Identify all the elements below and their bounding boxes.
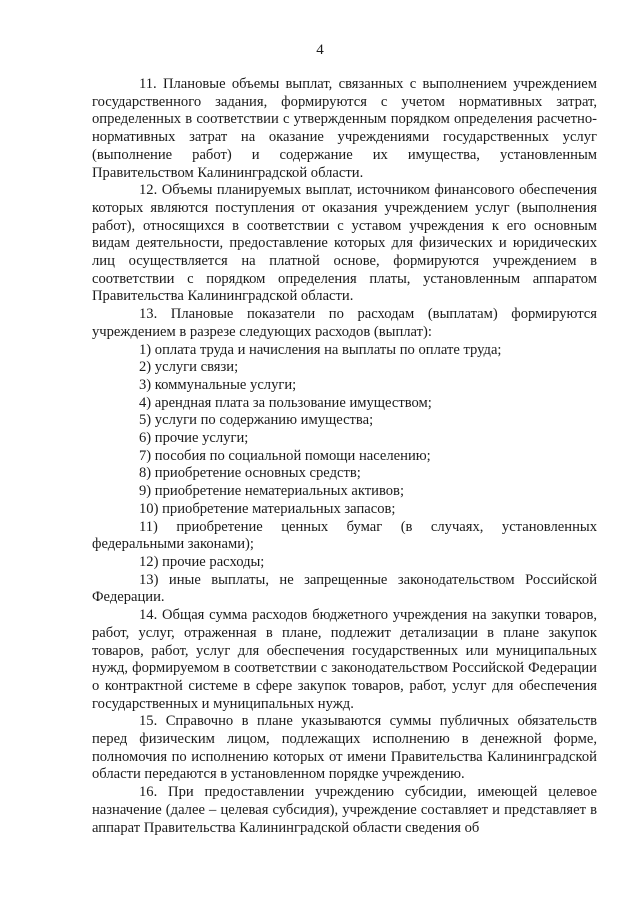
- list-item: 6) прочие услуги;: [139, 430, 249, 447]
- list-item: 9) приобретение нематериальных активов;: [139, 483, 405, 500]
- paragraph-14: 14. Общая сумма расходов бюджетного учреждения на закупки товаров, работ, услуг, отраженная в плане, подлежит детализации в плане закупок товаров, работ, услуг для обеспечения государственных или муниципальных нужд, формируемом в соответствии с законодательством Российской Федерации о контрактной системе в сфере закупок товаров, работ, услуг для обеспечения государственных и муниципальных нужд.: [92, 607, 597, 712]
- paragraph-13: 13. Плановые показатели по расходам (выплатам) формируются учреждением в разрезе следующих расходов (выплат):: [92, 306, 597, 340]
- list-item: 8) приобретение основных средств;: [139, 465, 361, 482]
- paragraph-16: 16. При предоставлении учреждению субсидии, имеющей целевое назначение (далее – целевая субсидия), учреждение составляет и представляет в аппарат Правительства Калининградской области сведения об: [92, 784, 597, 836]
- list-item: 4) арендная плата за пользование имуществом;: [139, 394, 432, 411]
- list-item: 12) прочие расходы;: [139, 553, 265, 570]
- list-item: 13) иные выплаты, не запрещенные законодательством Российской Федерации.: [92, 571, 597, 606]
- list-item: 7) пособия по социальной помощи населению;: [139, 447, 431, 464]
- paragraph-15: 15. Справочно в плане указываются суммы публичных обязательств перед физическим лицом, подлежащих исполнению в денежной форме, полномочия по исполнению которых от имени Правительства Калининградской области передаются в установленном порядке учреждению.: [92, 713, 597, 783]
- list-item: 5) услуги по содержанию имущества;: [139, 412, 374, 429]
- list-item: 2) услуги связи;: [139, 359, 239, 376]
- page-number: 4: [316, 42, 324, 58]
- list-item: 11) приобретение ценных бумаг (в случаях, установленных федеральными законами);: [92, 518, 597, 553]
- list-item: 3) коммунальные услуги;: [139, 376, 297, 393]
- paragraph-11: 11. Плановые объемы выплат, связанных с выполнением учреждением государственного задания, формируются с учетом нормативных затрат, определенных в соответствии с утвержденным порядком определения расчетно-нормативных затрат на оказание учреждениями государственных услуг (выполнение работ) и содержание их имущества, установленным Правительством Калининградской области.: [92, 76, 597, 181]
- paragraph-12: 12. Объемы планируемых выплат, источником финансового обеспечения которых являются поступления от оказания учреждением услуг (выполнения работ), относящихся в соответствии с уставом учреждения к его основным видам деятельности, предоставление которых для физических и юридических лиц осуществляется на платной основе, формируются учреждением в соответствии с порядком определения платы, установленным аппаратом Правительства Калининградской области.: [92, 182, 597, 305]
- document-body: [92, 76, 597, 837]
- list-item: 1) оплата труда и начисления на выплаты по оплате труда;: [139, 341, 502, 358]
- list-item: 10) приобретение материальных запасов;: [139, 500, 396, 517]
